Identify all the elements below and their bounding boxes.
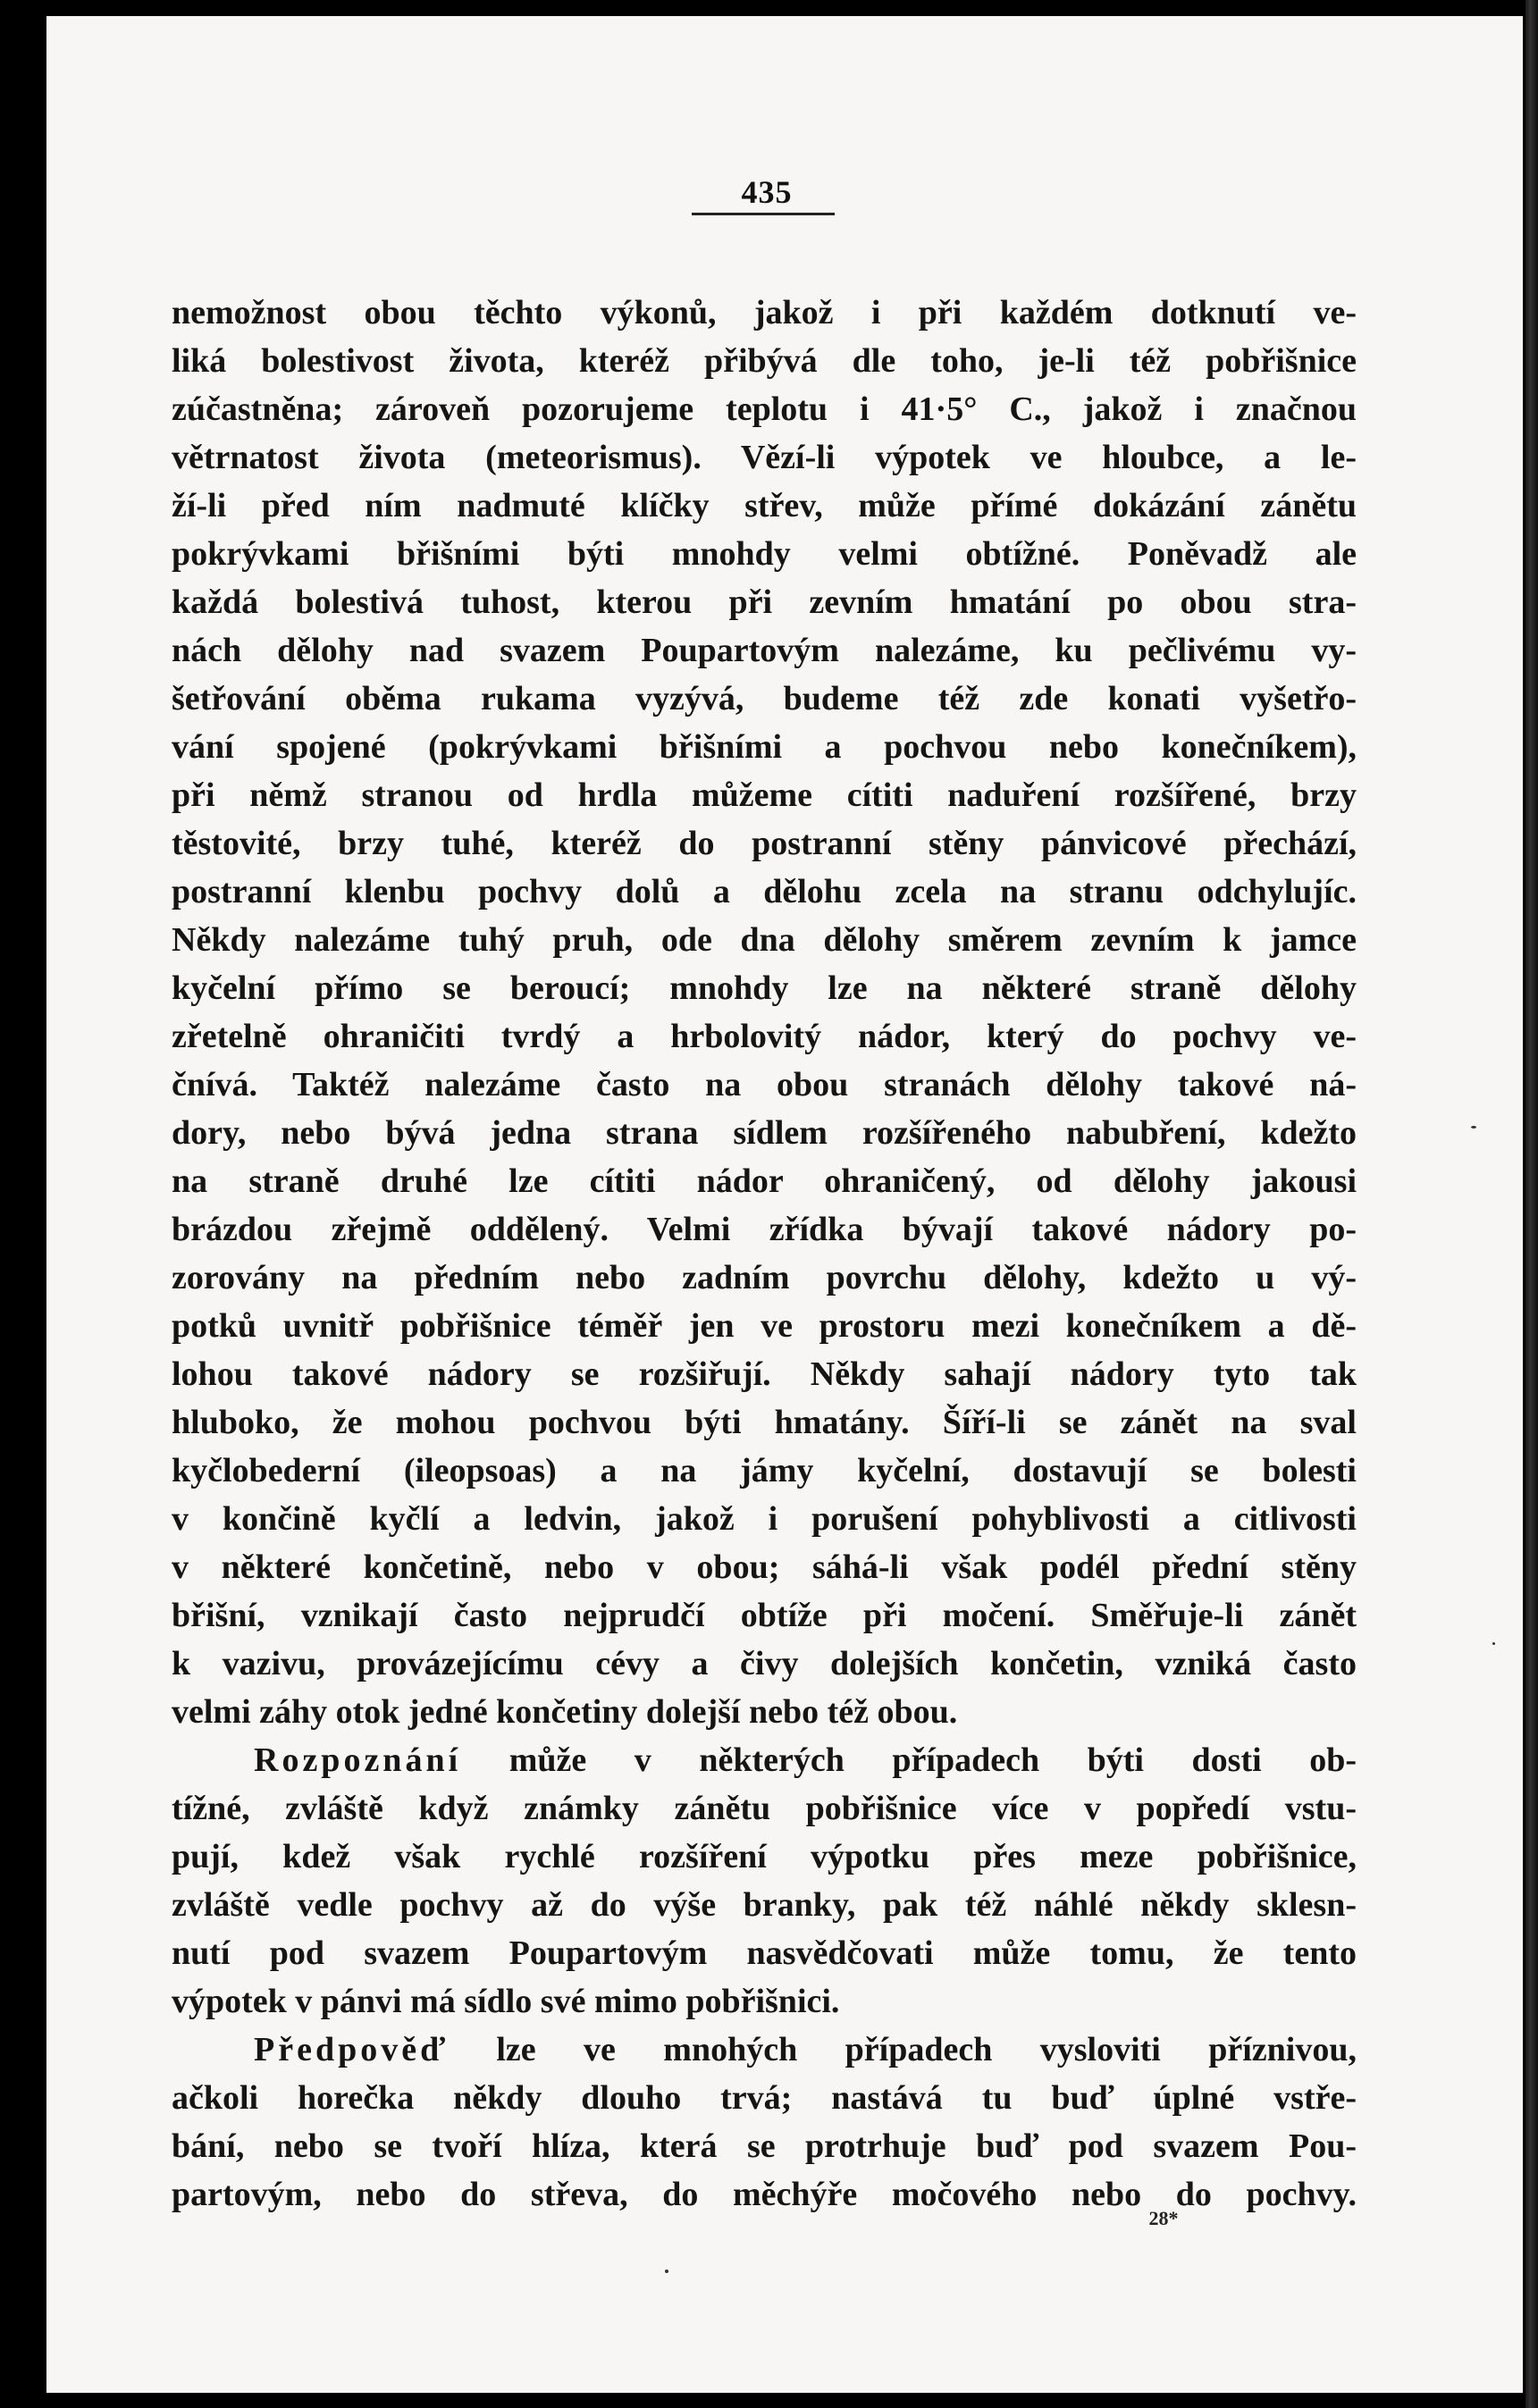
text-line: k vazivu, provázejícímu cévy a čivy dolejších končetin, vzniká často [172,1645,1357,1682]
text-line: partovým, nebo do střeva, do měchýře močového nebo do pochvy. [172,2176,1357,2213]
text-line: čnívá. Taktéž nalezáme často na obou stranách dělohy takové ná- [172,1066,1357,1103]
text-line: tížné, zvláště když známky zánětu pobřišnice více v popředí vstu- [172,1790,1357,1827]
text-fragment: může v některých případech býti dosti ob- [461,1741,1357,1779]
text-line: bání, nebo se tvoří hlíza, která se protrhuje buď pod svazem Pou- [172,2127,1357,2165]
text-line: nutí pod svazem Poupartovým nasvědčovati může tomu, že tento [172,1934,1357,1972]
text-line: v některé končetině, nebo v obou; sáhá-li však podél přední stěny [172,1548,1357,1586]
text-line: dory, nebo bývá jedna strana sídlem rozšířeného nabubření, kdežto [172,1114,1357,1152]
signature-mark: 28* [1148,2207,1179,2229]
text-line [172,1736,1357,1784]
paragraph-diagnosis [172,1736,1357,2026]
scan-speck [1471,1126,1476,1128]
text-line: kyčelní přímo se beroucí; mnohdy lze na některé straně dělohy [172,969,1357,1007]
text-line: nách dělohy nad svazem Poupartovým nalezáme, ku pečlivému vy- [172,632,1357,669]
text-line: břišní, vznikají často nejprudčí obtíže při močení. Směřuje-li zánět [172,1597,1357,1634]
page-number: 435 [741,174,793,210]
text-line: každá bolestivá tuhost, kterou při zevním hmatání po obou stra- [172,583,1357,621]
scan-speck [665,2270,668,2273]
section-heading-diagnosis: Rozpoznání [254,1741,462,1779]
text-line: velmi záhy otok jedné končetiny dolejší nebo též obou. [172,1693,958,1731]
section-heading-prognosis: Předpověď [254,2031,449,2068]
text-line: vání spojené (pokrývkami břišními a pochvou nebo konečníkem), [172,728,1357,766]
text-line: těstovité, brzy tuhé, kteréž do postranní stěny pánvicové přechází, [172,825,1357,862]
paragraph-prognosis [172,2026,1357,2219]
text-line: výpotek v pánvi má sídlo své mimo pobřišnici. [172,1983,840,2020]
text-line: v končině kyčlí a ledvin, jakož i porušení pohyblivosti a citlivosti [172,1500,1357,1538]
text-line: nemožnost obou těchto výkonů, jakož i při každém dotknutí ve- [172,294,1357,331]
scan-border [1525,0,1538,2408]
page-number-underline [692,213,835,215]
paragraph-description [172,289,1357,1736]
text-line: při němž stranou od hrdla můžeme cítiti naduření rozšířené, brzy [172,776,1357,814]
text-line: liká bolestivost života, kteréž přibývá dle toho, je-li též pobřišnice [172,342,1357,380]
text-line: brázdou zřejmě oddělený. Velmi zřídka bývají takové nádory po- [172,1211,1357,1248]
text-line: kyčlobederní (ileopsoas) a na jámy kyčelní, dostavují se bolesti [172,1452,1357,1489]
text-line: lohou takové nádory se rozšiřují. Někdy sahají nádory tyto tak [172,1355,1357,1393]
text-line: potků uvnitř pobřišnice téměř jen ve prostoru mezi konečníkem a dě- [172,1307,1357,1345]
text-fragment: lze ve mnohých případech vysloviti příznivou, [448,2031,1357,2068]
text-line: na straně druhé lze cítiti nádor ohraničený, od dělohy jakousi [172,1162,1357,1200]
text-line [172,2026,1357,2074]
text-line: Někdy nalezáme tuhý pruh, ode dna dělohy směrem zevním k jamce [172,921,1357,959]
body-text [172,289,1357,2219]
scanned-page [46,16,1523,2393]
scan-speck [1492,1642,1495,1645]
text-line: pokrývkami břišními býti mnohdy velmi obtížné. Poněvadž ale [172,535,1357,573]
text-line: pují, kdež však rychlé rozšíření výpotku přes meze pobřišnice, [172,1838,1357,1875]
text-line: ží-li před ním nadmuté klíčky střev, může přímé dokázání zánětu [172,487,1357,524]
text-line: hluboko, že mohou pochvou býti hmatány. Šíří-li se zánět na sval [172,1404,1357,1441]
text-line: zřetelně ohraničiti tvrdý a hrbolovitý nádor, který do pochvy ve- [172,1018,1357,1055]
text-line: zorovány na předním nebo zadním povrchu dělohy, kdežto u vý- [172,1259,1357,1296]
text-line: zúčastněna; zároveň pozorujeme teplotu i 41·5° C., jakož i značnou [172,390,1357,428]
text-line: zvláště vedle pochvy až do výše branky, pak též náhlé někdy sklesn- [172,1886,1357,1924]
text-line: šetřování oběma rukama vyzývá, budeme též zde konati vyšetřo- [172,680,1357,717]
text-line: ačkoli horečka někdy dlouho trvá; nastává tu buď úplné vstře- [172,2079,1357,2117]
text-line: postranní klenbu pochvy dolů a dělohu zcela na stranu odchylujíc. [172,873,1357,910]
text-line: větrnatost života (meteorismus). Vězí-li výpotek ve hloubce, a le- [172,439,1357,476]
